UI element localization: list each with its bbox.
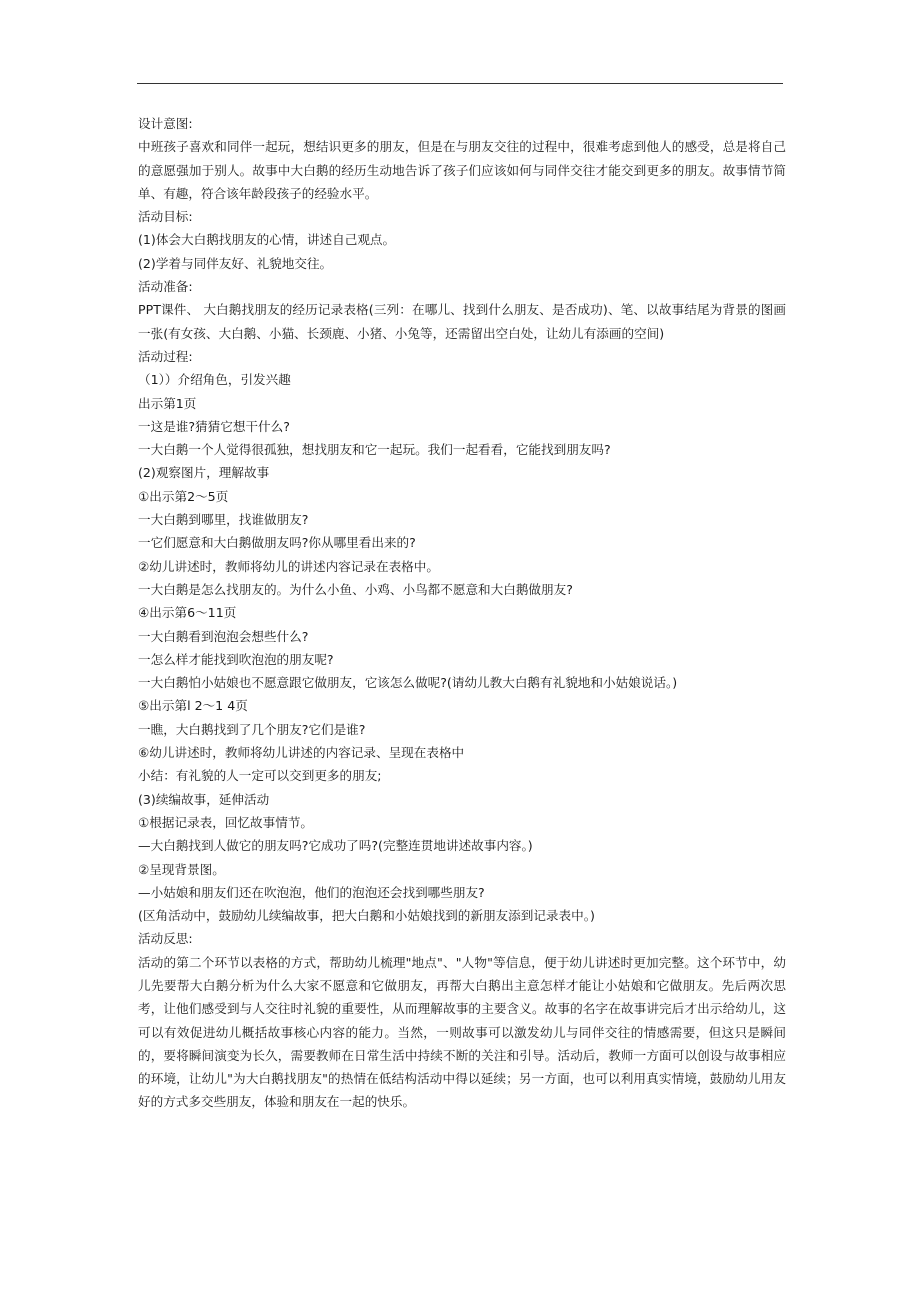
prep-paragraph: PPT课件、 大白鹅找朋友的经历记录表格(三列：在哪儿、找到什么朋友、是否成功)、笔、以故事结尾为背景的图画一张(有女孩、大白鹅、小猫、长颈鹿、小猪、小兔等，还需留出空白处，让幼儿有添画的空间) xyxy=(138,302,786,341)
process-step: 一大白鹅到哪里，找谁做朋友? xyxy=(138,512,309,528)
process-step: ⑤出示第l 2～1 4页 xyxy=(138,698,248,714)
process-step: ①根据记录表，回忆故事情节。 xyxy=(138,814,314,830)
reflection-heading: 活动反思: xyxy=(138,931,193,947)
process-step: —大白鹅找到人做它的朋友吗?它成功了吗?(完整连贯地讲述故事内容。) xyxy=(138,838,533,854)
prep-heading: 活动准备: xyxy=(138,279,193,295)
reflection-paragraph: 活动的第二个环节以表格的方式，帮助幼儿梳理"地点"、"人物"等信息，便于幼儿讲述时更加完整。这个环节中，幼儿先要帮大白鹅分析为什么大家不愿意和它做朋友，再帮大白鹅出主意怎样才能让小姑娘和它做朋友。先后两次思考，让他们感受到与人交往时礼貌的重要性，从而理解故事的主要含义。故事的名字在故事讲完后才出示给幼儿，这可以有效促进幼儿概括故事核心内容的能力。当然，一则故事可以激发幼儿与同伴交往的情感需要，但这只是瞬间的，要将瞬间演变为长久，需要教师在日常生活中持续不断的关注和引导。活动后，教师一方面可以创设与故事相应的环境，让幼儿"为大白鹅找朋友"的热情在低结构活动中得以延续；另一方面，也可以利用真实情境，鼓励幼儿用友好的方式多交些朋友，体验和朋友在一起的快乐。 xyxy=(138,954,786,1110)
process-step: 一瞧，大白鹅找到了几个朋友?它们是谁? xyxy=(138,721,366,737)
process-step: 出示第1页 xyxy=(138,395,197,411)
process-step: 小结：有礼貌的人一定可以交到更多的朋友; xyxy=(138,768,382,784)
design-paragraph: 中班孩子喜欢和同伴一起玩，想结识更多的朋友，但是在与朋友交往的过程中，很难考虑到他人的感受，总是将自己的意愿强加于别人。故事中大白鹅的经历生动地告诉了孩子们应该如何与同伴交往才能交到更多的朋友。故事情节简单、有趣，符合该年龄段孩子的经验水平。 xyxy=(138,139,786,201)
process-step: (3)续编故事，延伸活动 xyxy=(138,791,270,807)
goal-item: (2)学着与同伴友好、礼貌地交往。 xyxy=(138,255,333,271)
process-step: ①出示第2～5页 xyxy=(138,488,229,504)
process-step: 一大白鹅是怎么找朋友的。为什么小鱼、小鸡、小鸟都不愿意和大白鹅做朋友? xyxy=(138,581,573,597)
document-body xyxy=(138,112,786,1114)
process-step: （1））介绍角色，引发兴趣 xyxy=(138,372,291,388)
process-step: 一大白鹅看到泡泡会想些什么? xyxy=(138,628,309,644)
design-heading: 设计意图: xyxy=(138,116,193,131)
process-step: ⑥幼儿讲述时，教师将幼儿讲述的内容记录、呈现在表格中 xyxy=(138,745,465,761)
process-step: 一这是谁?猜猜它想干什么? xyxy=(138,418,290,434)
goals-heading: 活动目标: xyxy=(138,209,193,225)
process-step: 一它们愿意和大白鹅做朋友吗?你从哪里看出来的? xyxy=(138,535,416,551)
process-step: (2)观察图片，理解故事 xyxy=(138,465,270,481)
header-rule xyxy=(137,83,783,84)
process-step: ②幼儿讲述时，教师将幼儿的讲述内容记录在表格中。 xyxy=(138,558,439,574)
goal-item: (1)体会大白鹅找朋友的心情，讲述自己观点。 xyxy=(138,232,396,248)
process-step: 一大白鹅怕小姑娘也不愿意跟它做朋友，它该怎么做呢?(请幼儿教大白鹅有礼貌地和小姑娘说话。) xyxy=(138,675,678,691)
process-step: ②呈现背景图。 xyxy=(138,861,225,877)
process-step: ④出示第6～11页 xyxy=(138,605,237,621)
process-step: (区角活动中，鼓励幼儿续编故事，把大白鹅和小姑娘找到的新朋友添到记录表中。) xyxy=(138,908,595,924)
process-step: 一大白鹅一个人觉得很孤独，想找朋友和它一起玩。我们一起看看，它能找到朋友吗? xyxy=(138,442,611,458)
process-heading: 活动过程: xyxy=(138,348,193,364)
process-step: —小姑娘和朋友们还在吹泡泡，他们的泡泡还会找到哪些朋友? xyxy=(138,884,485,900)
process-step: 一怎么样才能找到吹泡泡的朋友呢? xyxy=(138,651,334,667)
